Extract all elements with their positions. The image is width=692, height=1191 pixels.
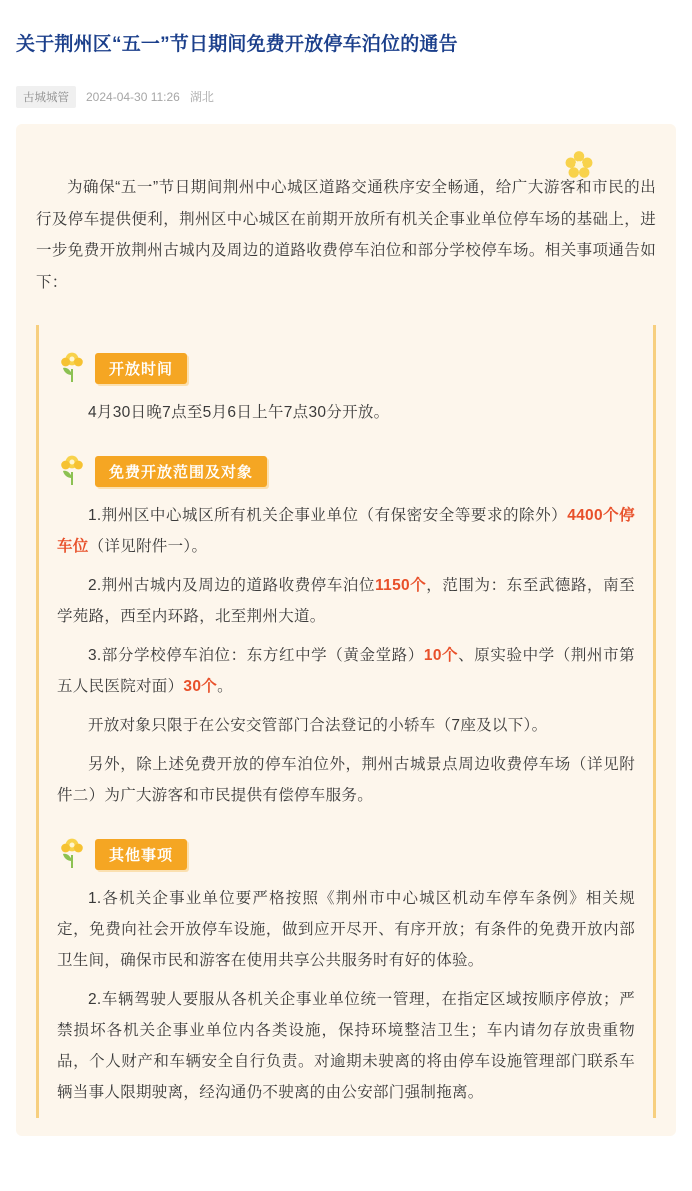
section-paragraph bbox=[57, 570, 635, 632]
article-card bbox=[16, 124, 676, 1136]
section-badge: 其他事项 bbox=[95, 839, 187, 870]
section-header-scope bbox=[59, 454, 639, 488]
section-badge: 免费开放范围及对象 bbox=[95, 456, 267, 487]
tulip-icon bbox=[59, 837, 85, 871]
article-meta bbox=[0, 72, 692, 124]
tulip-icon bbox=[59, 351, 85, 385]
paragraph-text: 3.部分学校停车泊位：东方红中学（黄金堂路） bbox=[88, 647, 424, 664]
section-header-open-time bbox=[59, 351, 639, 385]
paragraph-text: 、原实验中学（荆州市第五人民医院对面） bbox=[57, 647, 635, 695]
highlight-value: 10个 bbox=[423, 647, 459, 664]
paragraph-text: 1.荆州区中心城区所有机关企事业单位（有保密安全等要求的除外） bbox=[88, 507, 568, 524]
flower-icon bbox=[564, 150, 594, 180]
section-paragraph: 1.各机关企事业单位要严格按照《荆州市中心城区机动车停车条例》相关规定，免费向社会开放停车设施，做到应开尽开、有序开放；有条件的免费开放内部卫生间，确保市民和游客在使用共享公共服务时有好的体验。 bbox=[57, 890, 635, 969]
publish-location: 湖北 bbox=[189, 90, 214, 105]
section-badge: 开放时间 bbox=[95, 353, 187, 384]
article-page bbox=[0, 13, 692, 1136]
highlight-value: 30个 bbox=[183, 678, 218, 695]
section-paragraph: 2.车辆驾驶人要服从各机关企事业单位统一管理，在指定区域按顺序停放；严禁损坏各机关企事业单位内各类设施，保持环境整洁卫生；车内请勿存放贵重物品，个人财产和车辆安全自行负责。对逾期未驶离的将由停车设施管理部门联系车辆当事人限期驶离，经沟通仍不驶离的由公安部门强制拖离。 bbox=[57, 991, 635, 1101]
publish-date: 2024-04-30 11:26 bbox=[86, 89, 180, 104]
paragraph-text: 。 bbox=[217, 678, 233, 695]
section-paragraph: 4月30日晚7点至5月6日上午7点30分开放。 bbox=[88, 404, 390, 421]
section-paragraph bbox=[57, 640, 635, 702]
section-paragraph: 另外，除上述免费开放的停车泊位外，荆州古城景点周边收费停车场（详见附件二）为广大游客和市民提供有偿停车服务。 bbox=[57, 756, 635, 804]
paragraph-text: （详见附件一）。 bbox=[88, 538, 208, 555]
highlight-value: 4400个停车位 bbox=[57, 507, 635, 555]
notice-body bbox=[36, 325, 656, 1118]
section-paragraph bbox=[57, 500, 635, 562]
highlight-value: 1150个 bbox=[375, 577, 427, 594]
tulip-icon bbox=[59, 454, 85, 488]
paragraph-text: 2.荆州古城内及周边的道路收费停车泊位 bbox=[88, 577, 376, 594]
lead-paragraph: 为确保“五一”节日期间荆州中心城区道路交通秩序安全畅通，给广大游客和市民的出行及停车提供便利，荆州区中心城区在前期开放所有机关企事业单位停车场的基础上，进一步免费开放荆州古城内及周边的道路收费停车泊位和部分学校停车场。相关事项通告如下： bbox=[36, 178, 656, 292]
section-header-other bbox=[59, 837, 639, 871]
paragraph-text: ，范围为：东至武德路，南至学苑路，西至内环路，北至荆州大道。 bbox=[57, 577, 635, 625]
page-title: 关于荆州区“五一”节日期间免费开放停车泊位的通告 bbox=[16, 33, 458, 55]
source-badge: 古城城管 bbox=[16, 86, 76, 108]
section-paragraph: 开放对象只限于在公安交管部门合法登记的小轿车（7座及以下）。 bbox=[88, 717, 548, 734]
